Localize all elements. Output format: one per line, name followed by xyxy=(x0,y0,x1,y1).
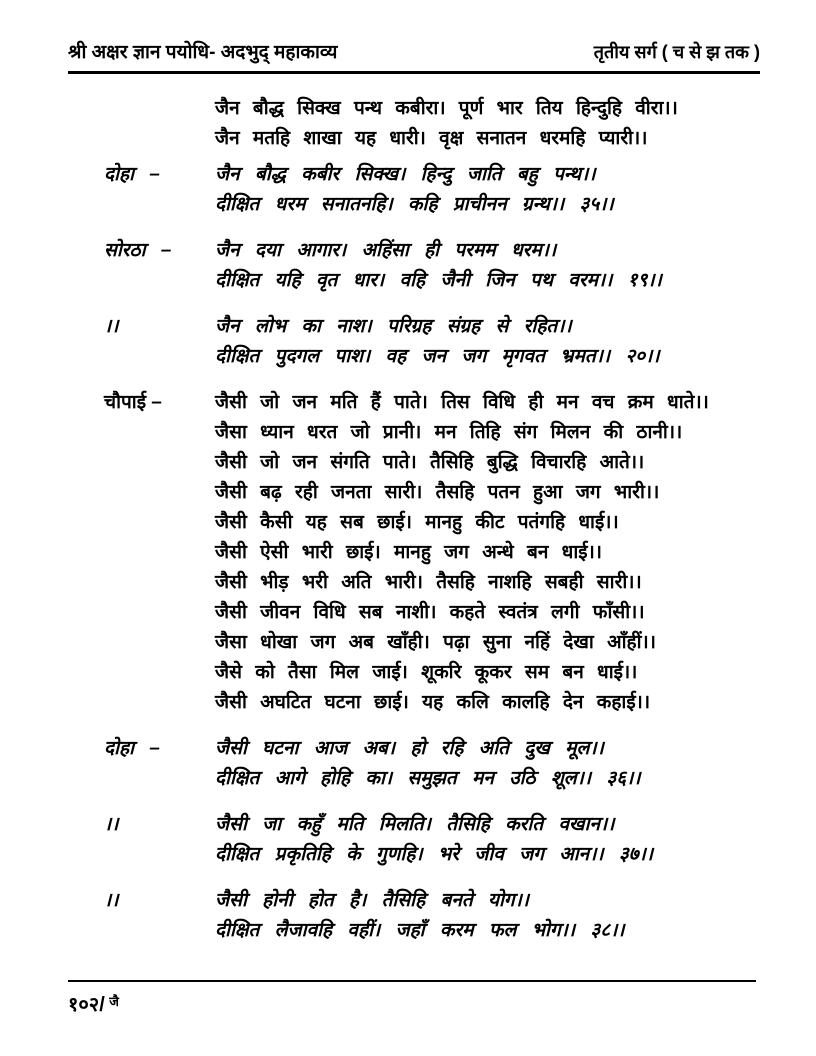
verse-section-doha-35 xyxy=(68,160,760,220)
verse-line: जैसी कैसी यह सब छाई। मानहु कीट पतंगहि धाई।। xyxy=(215,512,619,533)
verse-section-doha-36 xyxy=(68,734,760,794)
verse-label: ।। xyxy=(104,890,119,911)
verse-line: जैसी भीड़ भरी अति भारी। तैसहि नाशहि सबही सारी।। xyxy=(215,572,642,593)
verse-section-chaupai xyxy=(68,388,760,718)
verse-line: जैन बौद्ध कबीर सिक्ख। हिन्दु जाति बहु पन्थ।। xyxy=(215,164,596,185)
verse-section-intro xyxy=(68,94,760,154)
verse-line: जैन बौद्ध सिक्ख पन्थ कबीरा। पूर्ण भार तिय हिन्दुहि वीरा।। xyxy=(215,98,678,119)
verse-label: दोहा – xyxy=(104,738,160,759)
verse-line: जैसी जीवन विधि सब नाशी। कहते स्वतंत्र लगी फाँसी।। xyxy=(215,602,645,623)
chapter-title: तृतीय सर्ग ( च से झ तक ) xyxy=(593,42,760,62)
verse-line: जैसी ऐसी भारी छाई। मानहु जग अन्धे बन धाई।। xyxy=(215,542,603,563)
verse-section-38 xyxy=(68,886,760,946)
verse-line: दीक्षित यहि वृत धार। वहि जैनी जिन पथ वरम।। १९।। xyxy=(215,270,662,291)
verse-line: जैसी अघटित घटना छाई। यह कलि कालहि देन कहाई।। xyxy=(215,692,651,713)
verse-line: जैन लोभ का नाश। परिग्रह संग्रह से रहित।। xyxy=(215,316,572,337)
verse-section-sortha-19 xyxy=(68,236,760,296)
verse-line: जैसी होनी होत है। तैसिहि बनते योग।। xyxy=(215,890,530,911)
verse-label: ।। xyxy=(104,814,119,835)
verse-line: जैसी जो जन संगति पाते। तैसिहि बुद्धि विचारहि आते।। xyxy=(215,452,645,473)
verse-label xyxy=(68,94,215,154)
page-footer xyxy=(68,980,756,1017)
page-marker: जै xyxy=(109,994,119,1009)
verse-label: चौपाई – xyxy=(104,392,162,413)
verse-line: जैसी जा कहुँ मति मिलति। तैसिहि करति वखान।। xyxy=(215,814,615,835)
verse-label: ।। xyxy=(104,316,119,337)
verse-line: जैसी जो जन मति हैं पाते। तिस विधि ही मन वच क्रम धाते।। xyxy=(215,392,709,413)
page-header xyxy=(68,38,760,74)
book-title: श्री अक्षर ज्ञान पयोधि- अदभुद् महाकाव्य xyxy=(68,42,338,63)
verse-line: जैसी बढ़ रही जनता सारी। तैसहि पतन हुआ जग भारी।। xyxy=(215,482,660,503)
verse-line: जैसी घटना आज अब। हो रहि अति दुख मूल।। xyxy=(215,738,604,759)
verse-section-20 xyxy=(68,312,760,372)
verse-label: दोहा – xyxy=(104,164,160,185)
verse-section-37 xyxy=(68,810,760,870)
verse-line: दीक्षित आगे होहि का। समुझत मन उठि शूल।। ३६।। xyxy=(215,768,641,789)
verse-line: दीक्षित लैजावहि वहीं। जहाँ करम फल भोग।। ३८।। xyxy=(215,920,625,941)
verse-line: जैसा ध्यान धरत जो प्रानी। मन तिहि संग मिलन की ठानी।। xyxy=(215,422,683,443)
verse-label: सोरठा – xyxy=(104,240,172,261)
page-number: १०२/ xyxy=(68,994,105,1016)
verse-line: जैसा धोखा जग अब खाँही। पढ़ा सुना नहिं देखा आँहीं।। xyxy=(215,632,656,653)
verse-line: दीक्षित धरम सनातनहि। कहि प्राचीनन ग्रन्थ।। ३५।। xyxy=(215,194,614,215)
verse-line: दीक्षित पुदगल पाश। वह जन जग मृगवत भ्रमत।। २०।। xyxy=(215,346,660,367)
verse-line: दीक्षित प्रकृतिहि के गुणहि। भरे जीव जग आन।। ३७।। xyxy=(215,844,654,865)
verse-line: जैन दया आगार। अहिंसा ही परमम धरम।। xyxy=(215,240,557,261)
verse-line: जैन मतहि शाखा यह धारी। वृक्ष सनातन धरमहि प्यारी।। xyxy=(215,128,648,149)
verse-line: जैसे को तैसा मिल जाई। शूकरि कूकर सम बन धाई।। xyxy=(215,662,638,683)
verse-content xyxy=(68,94,760,946)
